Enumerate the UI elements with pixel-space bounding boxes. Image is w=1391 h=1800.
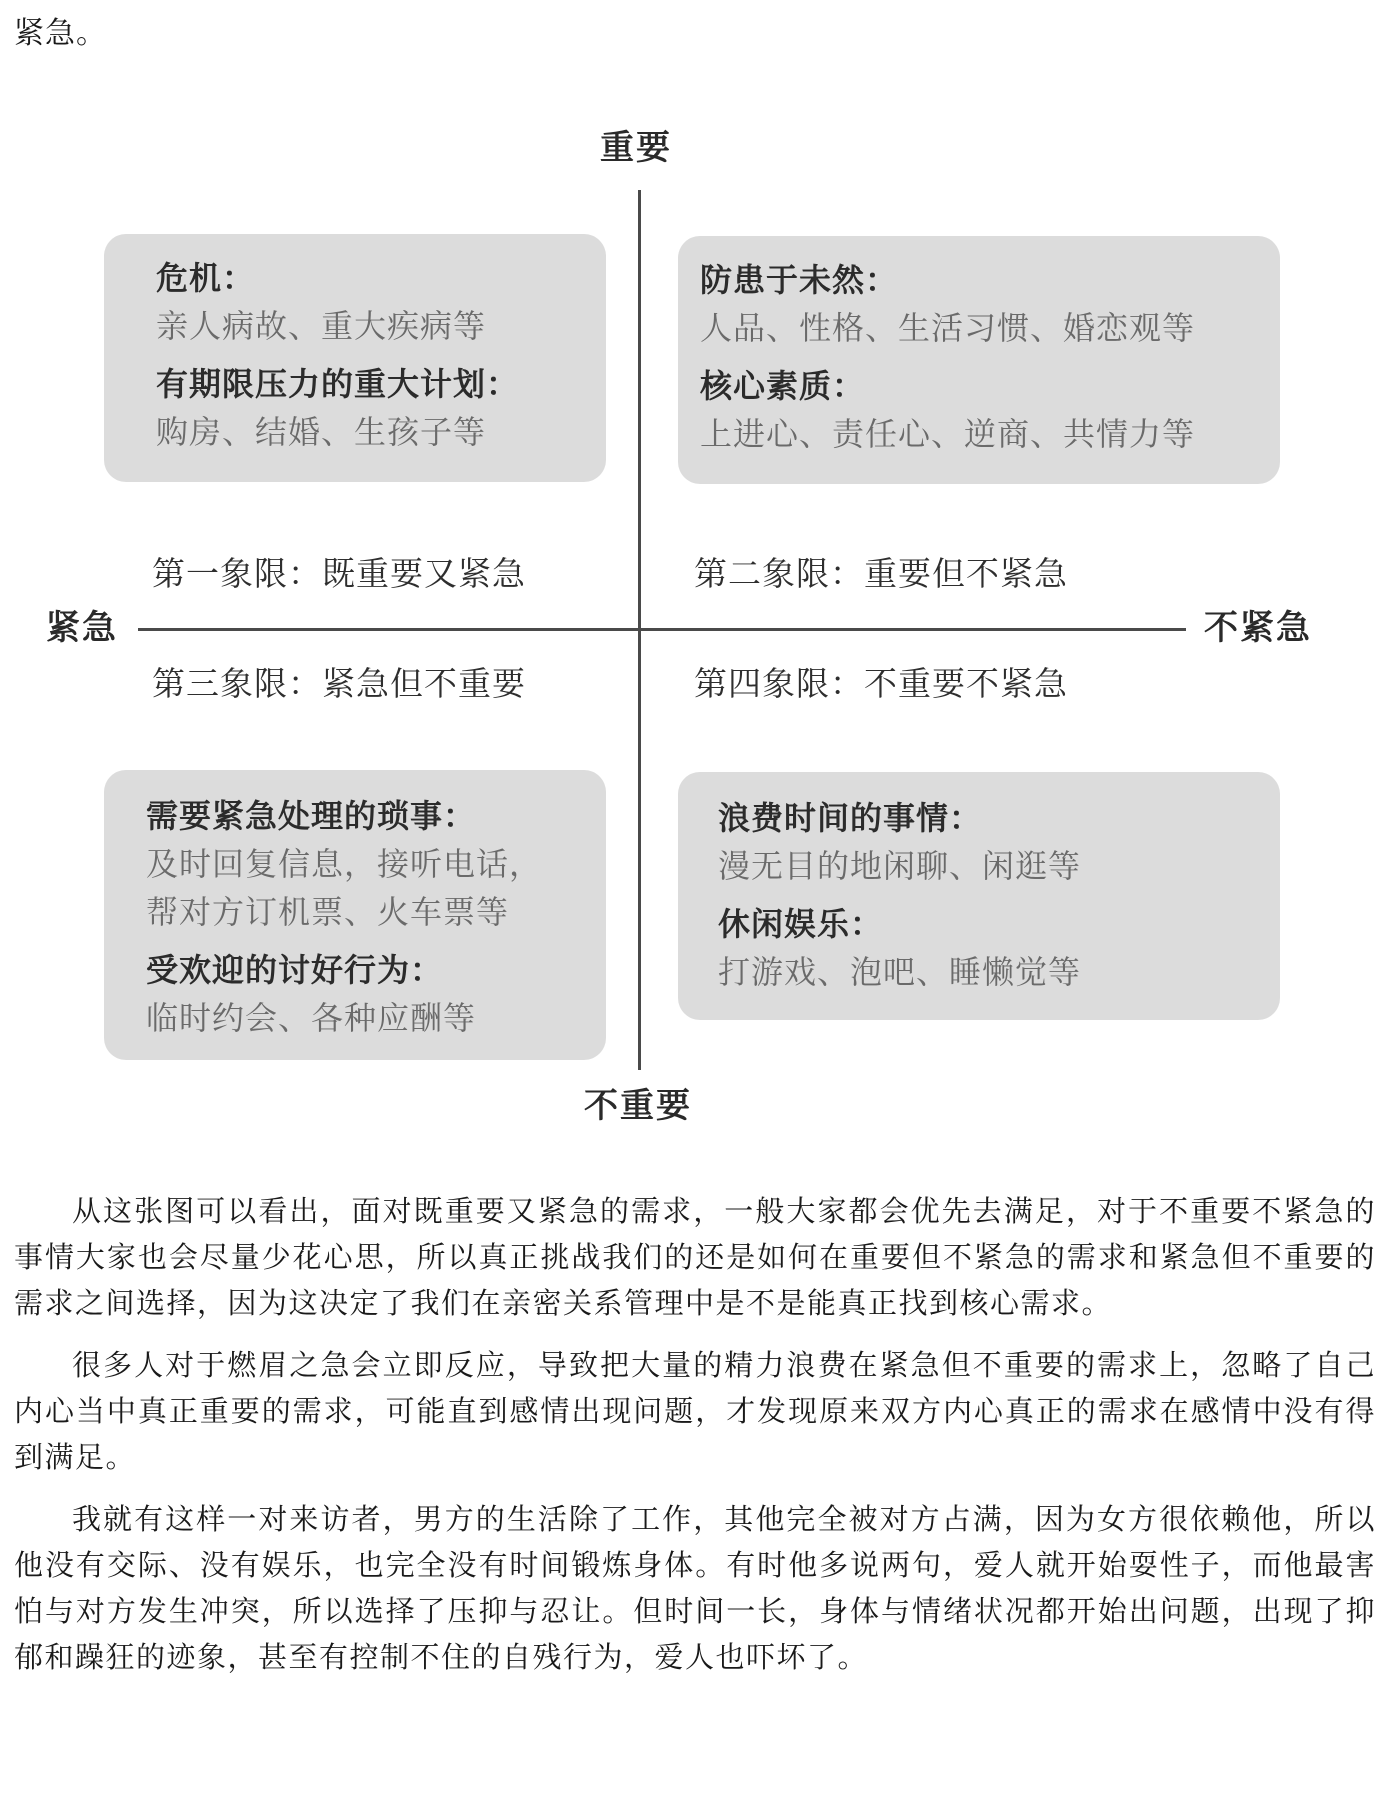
axis-label-urgent: 紧急 bbox=[46, 608, 118, 648]
axis-label-important: 重要 bbox=[600, 128, 672, 168]
box-heading: 浪费时间的事情： bbox=[718, 799, 983, 837]
quadrant-2-box bbox=[678, 236, 1280, 484]
top-text-fragment: 紧急。 bbox=[14, 16, 107, 51]
paragraph: 很多人对于燃眉之急会立即反应，导致把大量的精力浪费在紧急但不重要的需求上，忽略了自己内心当中真正重要的需求，可能直到感情出现问题，才发现原来双方内心真正的需求在感情中没有得到满足。 bbox=[14, 1348, 1376, 1474]
quadrant-1-title: 第一象限：既重要又紧急 bbox=[152, 554, 526, 593]
quadrant-4-box bbox=[678, 772, 1280, 1020]
box-text: 人品、性格、生活习惯、婚恋观等 bbox=[700, 309, 1196, 347]
box-heading: 有期限压力的重大计划： bbox=[156, 365, 520, 403]
paragraph: 从这张图可以看出，面对既重要又紧急的需求，一般大家都会优先去满足，对于不重要不紧急的事情大家也会尽量少花心思，所以真正挑战我们的还是如何在重要但不紧急的需求和紧急但不重要的需求之间选择，因为这决定了我们在亲密关系管理中是不是能真正找到核心需求。 bbox=[14, 1194, 1376, 1320]
axis-label-not-important: 不重要 bbox=[584, 1086, 692, 1126]
box-text: 打游戏、泡吧、睡懒觉等 bbox=[718, 953, 1082, 991]
box-text: 帮对方订机票、火车票等 bbox=[146, 893, 510, 931]
box-text: 购房、结婚、生孩子等 bbox=[156, 413, 487, 451]
box-heading: 需要紧急处理的琐事： bbox=[146, 797, 477, 835]
box-text: 上进心、责任心、逆商、共情力等 bbox=[700, 415, 1196, 453]
box-heading: 受欢迎的讨好行为： bbox=[146, 951, 444, 989]
box-text: 亲人病故、重大疾病等 bbox=[156, 307, 487, 345]
box-heading: 核心素质： bbox=[700, 367, 866, 405]
box-heading: 休闲娱乐： bbox=[718, 905, 884, 943]
box-heading: 防患于未然： bbox=[700, 261, 899, 299]
box-text: 及时回复信息，接听电话， bbox=[146, 845, 543, 883]
quadrant-1-box bbox=[104, 234, 606, 482]
horizontal-axis bbox=[138, 628, 1186, 631]
box-text: 临时约会、各种应酬等 bbox=[146, 999, 477, 1037]
axis-label-not-urgent: 不紧急 bbox=[1204, 608, 1312, 648]
body-text bbox=[14, 1188, 1376, 1696]
box-heading: 危机： bbox=[156, 259, 256, 297]
box-text: 漫无目的地闲聊、闲逛等 bbox=[718, 847, 1082, 885]
quadrant-3-title: 第三象限：紧急但不重要 bbox=[152, 664, 526, 703]
quadrant-4-title: 第四象限：不重要不紧急 bbox=[694, 664, 1068, 703]
quadrant-2-title: 第二象限：重要但不紧急 bbox=[694, 554, 1068, 593]
quadrant-3-box bbox=[104, 770, 606, 1060]
paragraph: 我就有这样一对来访者，男方的生活除了工作，其他完全被对方占满，因为女方很依赖他，所以他没有交际、没有娱乐，也完全没有时间锻炼身体。有时他多说两句，爱人就开始耍性子，而他最害怕与对方发生冲突，所以选择了压抑与忍让。但时间一长，身体与情绪状况都开始出问题，出现了抑郁和躁狂的迹象，甚至有控制不住的自残行为，爱人也吓坏了。 bbox=[14, 1502, 1376, 1674]
